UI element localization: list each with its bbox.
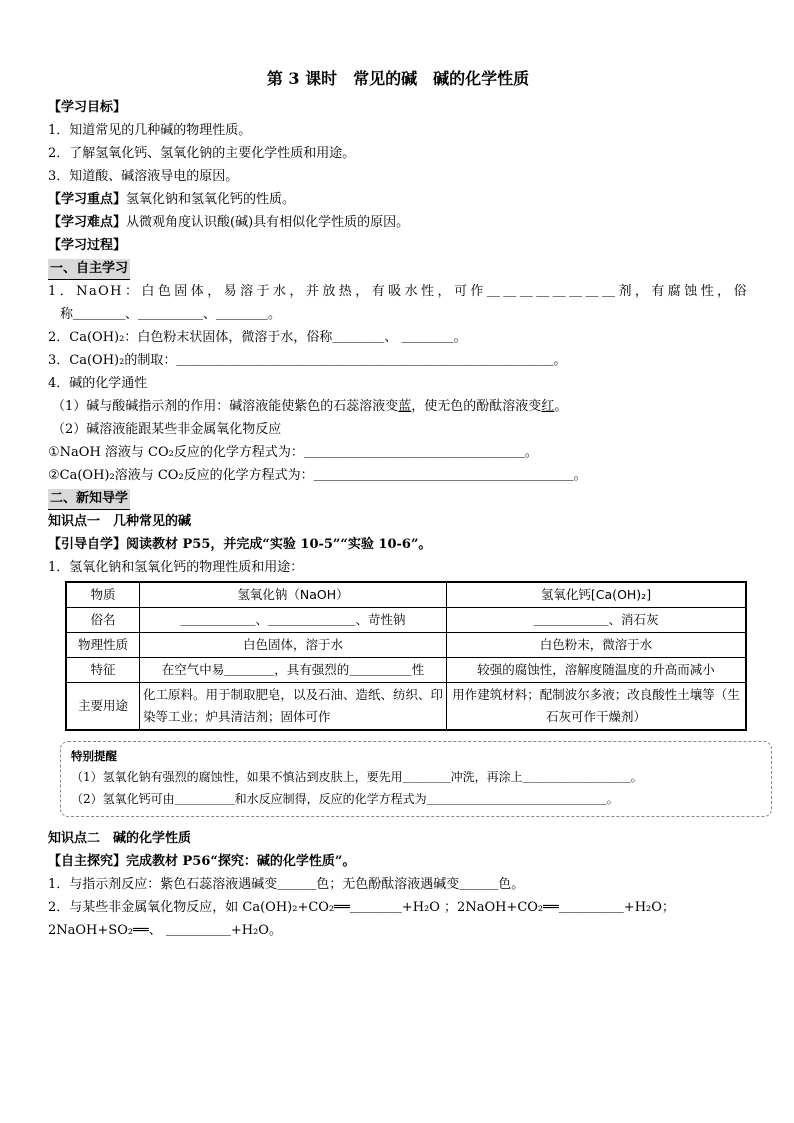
table-cell: 用作建筑材料；配制波尔多液；改良酸性土壤等（生石灰可作干燥剂） bbox=[447, 683, 747, 731]
objective-item: 1．知道常见的几种碱的物理性质。 bbox=[48, 123, 252, 138]
knowledge-point-2-guide: 【自主探究】完成教材 P56“探究：碱的化学性质”。 bbox=[48, 854, 356, 869]
knowledge-point-2-item1: 1．与指示剂反应：紫色石蕊溶液遇碱变＿＿＿色；无色酚酞溶液遇碱变＿＿＿色。 bbox=[48, 877, 525, 892]
answer-blue: 蓝 bbox=[398, 399, 412, 414]
section1-heading-wrap bbox=[48, 257, 748, 280]
key-point-line bbox=[48, 188, 748, 211]
section2-heading: 二、新知导学 bbox=[48, 489, 130, 510]
table-cell: 在空气中易＿＿＿＿，具有强烈的＿＿＿＿＿性 bbox=[140, 658, 447, 683]
key-point-label: 【学习重点】 bbox=[48, 192, 127, 207]
difficulty-label: 【学习难点】 bbox=[48, 215, 127, 230]
worksheet-page bbox=[48, 66, 748, 942]
table-cell: ＿＿＿＿＿＿、消石灰 bbox=[447, 608, 747, 633]
difficulty-line bbox=[48, 211, 748, 234]
self-study-item1-b: 称＿＿＿＿、＿＿＿＿＿、＿＿＿＿。 bbox=[60, 307, 282, 322]
page-title: 第 3 课时 常见的碱 碱的化学性质 bbox=[266, 69, 530, 88]
difficulty-text: 从微观角度认识酸(碱)具有相似化学性质的原因。 bbox=[126, 215, 410, 230]
equation-naoh-co2: ①NaOH 溶液与 CO₂反应的化学方程式为：＿＿＿＿＿＿＿＿＿＿＿＿＿＿＿＿＿。 bbox=[48, 445, 538, 460]
knowledge-point-2-item2: 2．与某些非金属氧化物反应，如 Ca(OH)₂+CO₂══＿＿＿＿+H₂O ；2NaOH+CO₂══＿＿＿＿＿+H₂O； bbox=[48, 900, 675, 915]
indicator-line bbox=[48, 395, 748, 418]
self-study-item1-a: 1．NaOH：白色固体，易溶于水，并放热，有吸水性，可作＿＿＿＿＿＿＿＿剂，有腐蚀性，俗 bbox=[48, 284, 748, 299]
table-cell: 化工原料。用于制取肥皂，以及石油、造纸、纺织、印染等工业；炉具清洁剂；固体可作 bbox=[140, 683, 447, 731]
process-heading: 【学习过程】 bbox=[48, 238, 127, 253]
special-reminder-box bbox=[60, 741, 772, 817]
objective-item: 3．知道酸、碱溶液导电的原因。 bbox=[48, 169, 239, 184]
table-header-cell: 氢氧化钠（NaOH） bbox=[140, 582, 447, 608]
table-cell: 较强的腐蚀性，溶解度随温度的升高而减小 bbox=[447, 658, 747, 683]
table-header-cell: 氢氧化钙[Ca(OH)₂] bbox=[447, 582, 747, 608]
table-row bbox=[66, 683, 746, 731]
knowledge-point-1-heading: 知识点一 几种常见的碱 bbox=[48, 514, 192, 529]
table-cell: 主要用途 bbox=[66, 683, 140, 731]
special-reminder-line: （1）氢氧化钠有强烈的腐蚀性，如果不慎沾到皮肤上，要先用＿＿＿＿冲洗，再涂上＿＿＿＿＿＿＿＿＿。 bbox=[71, 770, 643, 784]
table-cell: 白色固体，溶于水 bbox=[140, 633, 447, 658]
self-study-item3: 3．Ca(OH)₂的制取：＿＿＿＿＿＿＿＿＿＿＿＿＿＿＿＿＿＿＿＿＿＿＿＿＿＿＿＿＿。 bbox=[48, 353, 567, 368]
equation-caoh2-co2: ②Ca(OH)₂溶液与 CO₂反应的化学方程式为：＿＿＿＿＿＿＿＿＿＿＿＿＿＿＿＿＿＿＿＿。 bbox=[48, 468, 587, 483]
indicator-text-mid: ，使无色的酚酞溶液变 bbox=[411, 399, 542, 414]
section2-heading-wrap bbox=[48, 487, 748, 510]
table-header-cell: 物质 bbox=[66, 582, 140, 608]
answer-red: 红 bbox=[541, 399, 555, 414]
self-study-item4: 4．碱的化学通性 bbox=[48, 376, 148, 391]
oxide-reaction-line: （2）碱溶液能跟某些非金属氧化物反应 bbox=[52, 422, 282, 437]
table-row bbox=[66, 608, 746, 633]
knowledge-point-2-heading: 知识点二 碱的化学性质 bbox=[48, 831, 192, 846]
section1-heading: 一、自主学习 bbox=[48, 259, 130, 280]
properties-table bbox=[65, 581, 747, 731]
special-reminder-title: 特别提醒 bbox=[71, 749, 117, 763]
table-cell: ＿＿＿＿＿＿、＿＿＿＿＿＿＿、苛性钠 bbox=[140, 608, 447, 633]
table-cell: 白色粉末，微溶于水 bbox=[447, 633, 747, 658]
knowledge-point-2-item3: 2NaOH+SO₂══、 ＿＿＿＿＿+H₂O。 bbox=[48, 923, 282, 938]
indicator-text: （1）碱与酸碱指示剂的作用：碱溶液能使紫色的石蕊溶液变 bbox=[52, 399, 399, 414]
table-row bbox=[66, 633, 746, 658]
objectives-heading: 【学习目标】 bbox=[48, 100, 127, 115]
table-cell: 特征 bbox=[66, 658, 140, 683]
indicator-text-end: 。 bbox=[554, 399, 568, 414]
knowledge-point-1-guide: 【引导自学】阅读教材 P55，并完成“实验 10-5”“实验 10-6”。 bbox=[48, 537, 432, 552]
objective-item: 2．了解氢氧化钙、氢氧化钠的主要化学性质和用途。 bbox=[48, 146, 356, 161]
special-reminder-line: （2）氢氧化钙可由＿＿＿＿＿和水反应制得，反应的化学方程式为＿＿＿＿＿＿＿＿＿＿＿＿＿＿＿。 bbox=[71, 792, 619, 806]
self-study-item2: 2．Ca(OH)₂：白色粉末状固体，微溶于水，俗称＿＿＿＿、 ＿＿＿＿。 bbox=[48, 330, 467, 345]
key-point-text: 氢氧化钠和氢氧化钙的性质。 bbox=[126, 192, 296, 207]
table-header-row bbox=[66, 582, 746, 608]
table-row bbox=[66, 658, 746, 683]
table-cell: 物理性质 bbox=[66, 633, 140, 658]
knowledge-point-1-item1: 1．氢氧化钠和氢氧化钙的物理性质和用途： bbox=[48, 560, 304, 575]
table-cell: 俗名 bbox=[66, 608, 140, 633]
